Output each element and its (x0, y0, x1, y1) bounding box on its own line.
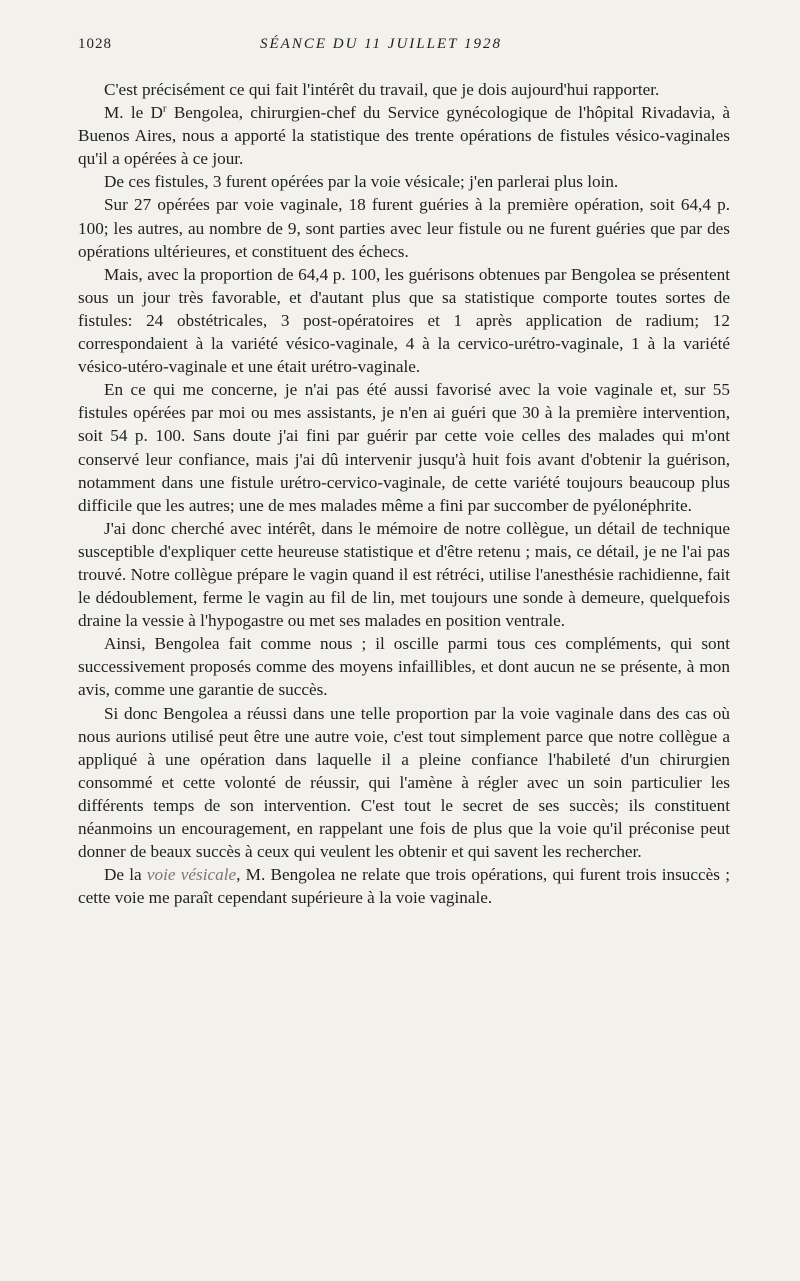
paragraph: J'ai donc cherché avec intérêt, dans le mémoire de notre collègue, un détail de technique susceptible d'expliquer cette heureuse statistique et d'être retenu ; mais, ce détail, je ne l'ai pas trouvé. Notre collègue prépare le vagin quand il est rétréci, utilise l'anesthésie rachidienne, fait le dédoublement, ferme le vagin au fil de lin, met toujours une sonde à demeure, quelquefois draine la vessie à l'hypogastre ou met ses malades en position ventrale. (78, 518, 730, 631)
paragraph-text-end: , M. Bengolea ne relate que trois opérations, qui furent trois insuccès ; cette voie me paraît cependant supérieure à la voie vaginale. (78, 865, 730, 908)
paragraph (78, 863, 730, 909)
page-header (78, 36, 730, 60)
paragraph-text-start: M. le D (104, 103, 163, 123)
document-page (78, 36, 730, 909)
paragraph: C'est précisément ce qui fait l'intérêt du travail, que je dois aujourd'hui rapporter. (104, 80, 660, 99)
paragraph: Mais, avec la proportion de 64,4 p. 100, les guérisons obtenues par Bengolea se présentent sous un jour très favorable, et d'autant plus que sa statistique comporte toutes sortes de fistules: 24 obstétricales, 3 post-opératoires et 1 après application de radium; 12 correspondaient à la variété vésico-vaginale, 4 à la cervico-urétro-vaginale, 1 à la variété vésico-utéro-vaginale et une était urétro-vaginale. (78, 264, 730, 377)
paragraph-text-end: Bengolea, chirurgien-chef du Service gynécologique de l'hôpital Rivadavia, à Buenos Aires, nous a apporté la statistique des trente opérations de fistules vésico-vaginales qu'il a opérées à ce jour. (78, 103, 730, 169)
body-text (78, 78, 730, 909)
running-title: SÉANCE DU 11 JUILLET 1928 (260, 36, 502, 52)
superscript: r (162, 102, 167, 115)
paragraph (78, 101, 730, 170)
paragraph-text-start: De la (104, 865, 147, 885)
emphasis-text: voie vésicale (146, 865, 237, 885)
paragraph: Sur 27 opérées par voie vaginale, 18 furent guéries à la première opération, soit 64,4 p. 100; les autres, au nombre de 9, sont parties avec leur fistule ou ne furent guéries que par des opérations ultérieures, et constituent des échecs. (78, 195, 730, 261)
paragraph: Ainsi, Bengolea fait comme nous ; il oscille parmi tous ces compléments, qui sont successivement proposés comme des moyens infaillibles, et dont aucun ne se présente, à mon avis, comme une garantie de succès. (78, 634, 730, 700)
paragraph: Si donc Bengolea a réussi dans une telle proportion par la voie vaginale dans des cas où nous aurions utilisé peut être une autre voie, c'est tout simplement parce que notre collègue a appliqué à une opération dans laquelle il a pleine confiance l'habileté d'un chirurgien consommé et cette volonté de réussir, qui l'amène à régler avec un soin particulier les différents temps de son intervention. C'est tout le secret de ses succès; ils constituent néanmoins un encouragement, en rappelant une fois de plus que la voie qu'il préconise peut donner de beaux succès à ceux qui veulent les obtenir et qui savent les rechercher. (78, 703, 730, 862)
paragraph: En ce qui me concerne, je n'ai pas été aussi favorisé avec la voie vaginale et, sur 55 fistules opérées par moi ou mes assistants, je n'en ai guéri que 30 à la première intervention, soit 54 p. 100. Sans doute j'ai fini par guérir par cette voie celles des malades qui m'ont conservé leur confiance, mais j'ai dû intervenir jusqu'à huit fois avant d'obtenir la guérison, notamment dans une fistule urétro-cervico-vaginale, de cette variété toujours beaucoup plus difficile que les autres; une de mes malades même a fini par succomber de pyélonéphrite. (78, 380, 730, 515)
paragraph: De ces fistules, 3 furent opérées par la voie vésicale; j'en parlerai plus loin. (104, 172, 619, 192)
page-number: 1028 (78, 36, 112, 52)
